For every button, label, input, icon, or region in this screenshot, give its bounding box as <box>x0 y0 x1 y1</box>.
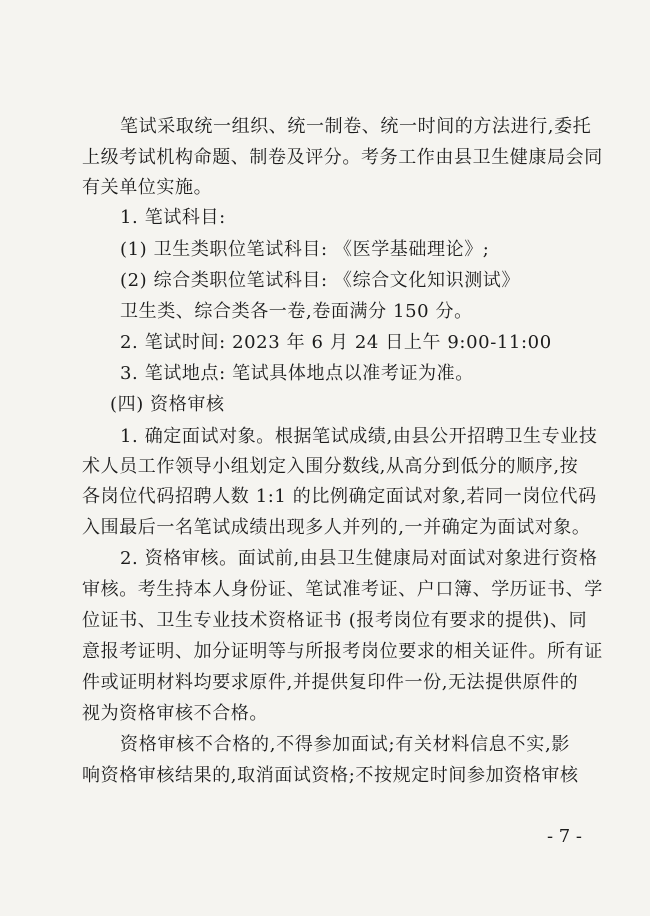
text-line: 件或证明材料均要求原件,并提供复印件一份,无法提供原件的 <box>82 672 579 693</box>
text-line: 意报考证明、加分证明等与所报考岗位要求的相关证件。所有证 <box>82 641 603 662</box>
section-heading: (四) 资格审核 <box>110 394 225 415</box>
text-line: 资格审核不合格的,不得参加面试;有关材料信息不实,影 <box>120 734 570 755</box>
text-line: 上级考试机构命题、制卷及评分。考务工作由县卫生健康局会同 <box>82 147 603 168</box>
text-line: 2. 笔试时间: 2023 年 6 月 24 日上午 9:00-11:00 <box>120 332 552 353</box>
text-line: 入围最后一名笔试成绩出现多人并列的,一并确定为面试对象。 <box>82 517 591 538</box>
text-line: 视为资格审核不合格。 <box>82 703 268 724</box>
text-line: 各岗位代码招聘人数 1:1 的比例确定面试对象,若同一岗位代码 <box>82 486 597 507</box>
text-line: 1. 确定面试对象。根据笔试成绩,由县公开招聘卫生专业技 <box>120 426 598 447</box>
text-line: 有关单位实施。 <box>82 177 213 198</box>
text-line: 3. 笔试地点: 笔试具体地点以准考证为准。 <box>120 363 474 384</box>
text-line: 1. 笔试科目: <box>120 207 226 228</box>
page-number: - 7 - <box>546 826 582 847</box>
text-line: 审核。考生持本人身份证、笔试准考证、户口簿、学历证书、学 <box>82 579 603 600</box>
text-line: 2. 资格审核。面试前,由县卫生健康局对面试对象进行资格 <box>120 548 598 569</box>
text-line: 位证书、卫生专业技术资格证书 (报考岗位有要求的提供)、同 <box>82 610 588 631</box>
text-line: (2) 综合类职位笔试科目: 《综合文化知识测试》 <box>120 270 521 291</box>
text-line: (1) 卫生类职位笔试科目: 《医学基础理论》; <box>120 239 490 260</box>
text-line: 笔试采取统一组织、统一制卷、统一时间的方法进行,委托 <box>120 116 592 137</box>
text-line: 卫生类、综合类各一卷,卷面满分 150 分。 <box>120 301 473 322</box>
text-line: 响资格审核结果的,取消面试资格;不按规定时间参加资格审核 <box>82 765 579 786</box>
text-line: 术人员工作领导小组划定入围分数线,从高分到低分的顺序,按 <box>82 456 579 477</box>
